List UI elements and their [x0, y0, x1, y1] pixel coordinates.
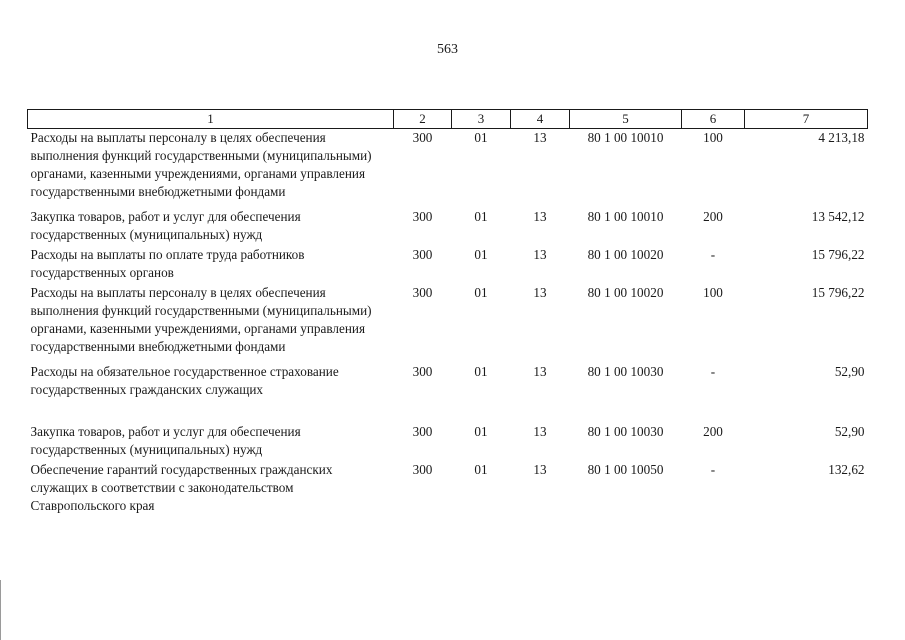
- header-col-6: 6: [682, 110, 745, 129]
- row-code-2: 300: [412, 462, 433, 477]
- row-amount: 52,90: [834, 364, 865, 379]
- page-number: 563: [437, 42, 458, 57]
- row-code-5: 80 1 00 10010: [587, 209, 664, 224]
- table-row: [28, 423, 868, 461]
- row-code-5: 80 1 00 10010: [587, 130, 664, 145]
- row-code-6: 100: [703, 285, 723, 300]
- row-code-5: 80 1 00 10050: [587, 462, 664, 477]
- header-col-4: 4: [511, 110, 570, 129]
- row-amount: 52,90: [834, 424, 865, 439]
- row-code-5: 80 1 00 10030: [587, 364, 664, 379]
- table-header: [28, 110, 868, 129]
- row-description: Расходы на выплаты персоналу в целях обеспечения выполнения функций государственными (муниципальными) органами, казенными учреждениями, органами управления государственными внебюджетными фондами: [30, 285, 372, 354]
- table-row: [28, 208, 868, 246]
- row-description: Закупка товаров, работ и услуг для обеспечения государственных (муниципальных) нужд: [30, 209, 301, 242]
- row-description: Расходы на обязательное государственное страхование государственных гражданских служащих: [30, 364, 339, 397]
- row-code-6: 200: [703, 424, 723, 439]
- row-code-2: 300: [412, 209, 433, 224]
- row-code-4: 13: [533, 130, 547, 145]
- row-code-4: 13: [533, 462, 547, 477]
- header-col-5: 5: [570, 110, 682, 129]
- row-code-4: 13: [533, 285, 547, 300]
- row-amount: 15 796,22: [811, 247, 865, 262]
- row-code-6: -: [710, 364, 716, 379]
- row-code-6: 200: [703, 209, 723, 224]
- row-code-5: 80 1 00 10020: [587, 285, 664, 300]
- scan-edge-line: [0, 580, 1, 640]
- table-row: [28, 129, 868, 209]
- table-row: [28, 363, 868, 423]
- row-code-3: 01: [474, 462, 488, 477]
- row-code-4: 13: [533, 247, 547, 262]
- header-col-2: 2: [394, 110, 452, 129]
- table-row: [28, 246, 868, 284]
- row-code-3: 01: [474, 247, 488, 262]
- row-code-3: 01: [474, 424, 488, 439]
- header-col-1: 1: [28, 110, 394, 129]
- row-code-5: 80 1 00 10030: [587, 424, 664, 439]
- row-code-2: 300: [412, 364, 433, 379]
- row-amount: 132,62: [828, 462, 865, 477]
- header-col-7: 7: [745, 110, 868, 129]
- table-row: [28, 461, 868, 522]
- row-description: Расходы на выплаты по оплате труда работников государственных органов: [30, 247, 305, 280]
- row-code-4: 13: [533, 209, 547, 224]
- row-code-2: 300: [412, 247, 433, 262]
- row-amount: 13 542,12: [811, 209, 865, 224]
- row-code-4: 13: [533, 424, 547, 439]
- row-code-5: 80 1 00 10020: [587, 247, 664, 262]
- header-row: [28, 110, 868, 129]
- row-code-4: 13: [533, 364, 547, 379]
- row-code-2: 300: [412, 130, 433, 145]
- row-description: Расходы на выплаты персоналу в целях обеспечения выполнения функций государственными (муниципальными) органами, казенными учреждениями, органами управления государственными внебюджетными фондами: [30, 130, 372, 199]
- row-amount: 4 213,18: [818, 130, 865, 145]
- row-code-2: 300: [412, 285, 433, 300]
- header-col-3: 3: [452, 110, 511, 129]
- row-code-6: 100: [703, 130, 723, 145]
- row-description: Закупка товаров, работ и услуг для обеспечения государственных (муниципальных) нужд: [30, 424, 301, 457]
- budget-table-container: [27, 109, 867, 522]
- row-description: Обеспечение гарантий государственных гражданских служащих в соответствии с законодательством Ставропольского края: [30, 462, 333, 513]
- row-code-3: 01: [474, 130, 488, 145]
- row-code-2: 300: [412, 424, 433, 439]
- row-code-3: 01: [474, 285, 488, 300]
- row-code-6: -: [710, 462, 716, 477]
- row-amount: 15 796,22: [811, 285, 865, 300]
- row-code-3: 01: [474, 364, 488, 379]
- table-row: [28, 284, 868, 363]
- row-code-6: -: [710, 247, 716, 262]
- budget-table: [27, 109, 868, 522]
- row-code-3: 01: [474, 209, 488, 224]
- table-body: [28, 129, 868, 523]
